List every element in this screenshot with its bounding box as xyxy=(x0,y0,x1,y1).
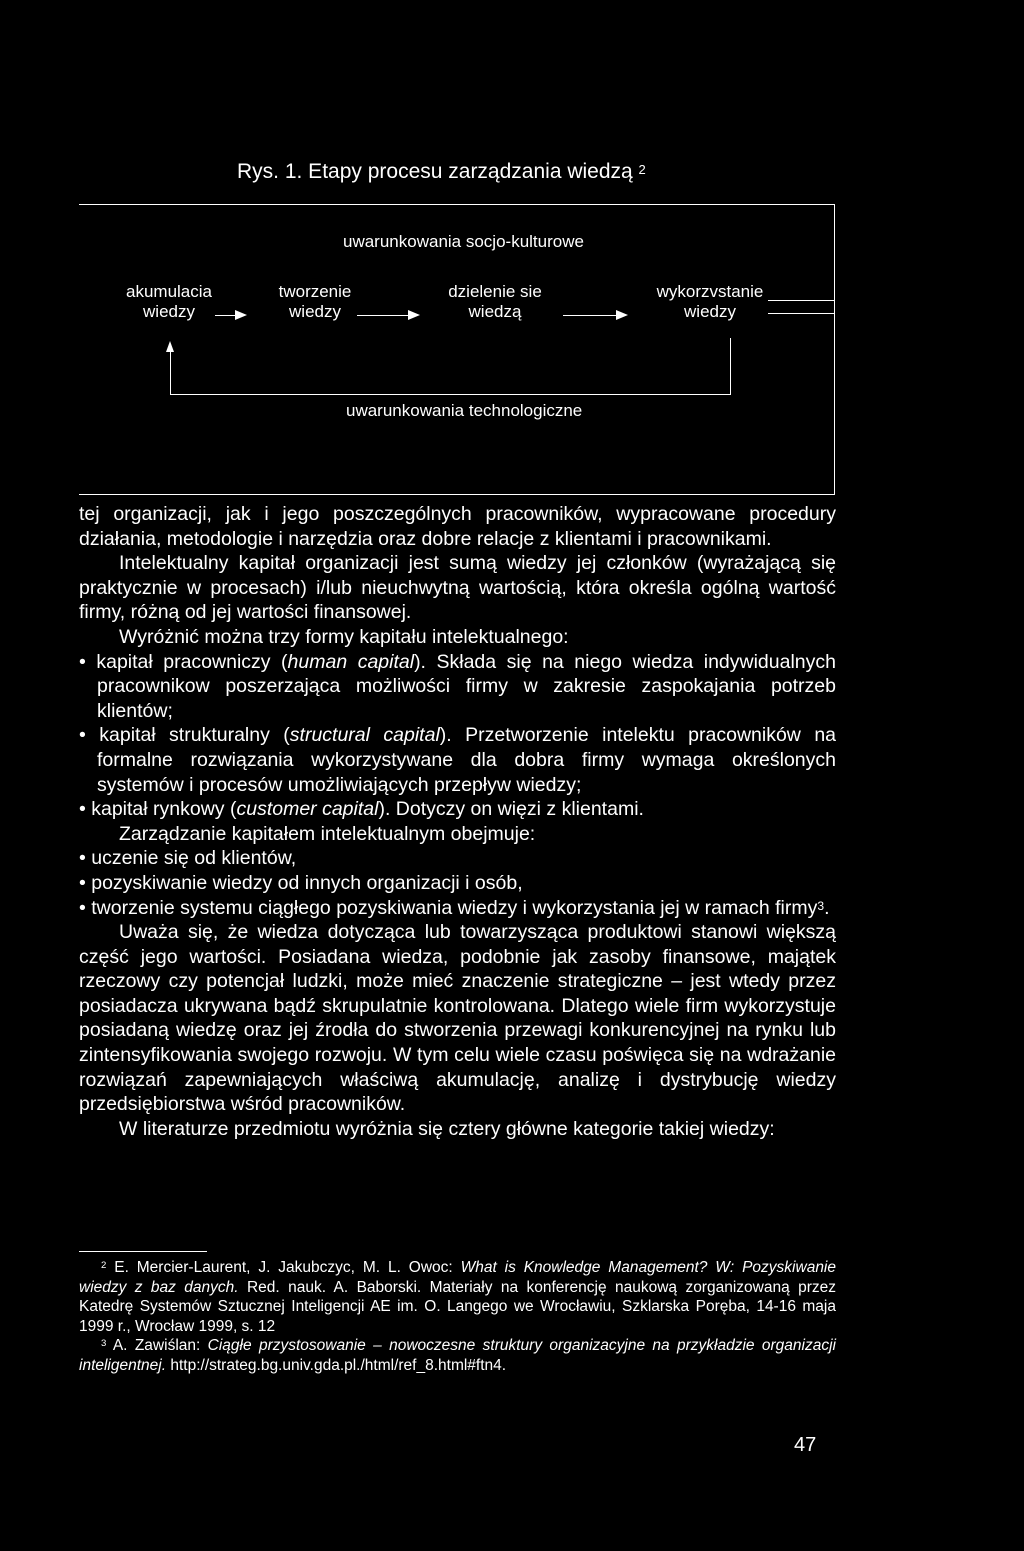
feedback-arrow-up-icon xyxy=(166,341,174,352)
arrow-2-head-icon xyxy=(408,310,420,320)
connector-lower xyxy=(768,313,834,314)
stage-utilization: wykorzvstanie wiedzy xyxy=(656,282,764,321)
diagram-frame-bottom xyxy=(79,494,835,495)
feedback-bottom-line xyxy=(170,394,731,395)
list-item: • kapitał pracowniczy (human capital). Składa się na niego wiedza indywidualnych pracownikow poszerzająca możliwości firmy w zakresie zaspokajania potrzeb klientów; xyxy=(79,650,836,722)
footnote-3: $^3$ A. Zawiślan: Ciągłe przystosowanie – nowoczesne struktury organizacyjne na przykładzie organizacji inteligentnej. http://strateg.bg.univ.gda.pl./html/ref_8.html#ftn4. xyxy=(79,1337,836,1374)
feedback-left-line xyxy=(170,350,171,395)
paragraph: Zarządzanie kapitałem intelektualnym obejmuje: xyxy=(119,822,536,845)
paragraph: Wyróżnić można trzy formy kapitału intelektualnego: xyxy=(119,625,569,648)
page-number: 47 xyxy=(794,1434,817,1456)
feedback-right-line xyxy=(730,338,731,395)
footnote-separator xyxy=(79,1251,207,1252)
arrow-2-line xyxy=(357,315,410,316)
stage-sharing: dzielenie sie wiedzą xyxy=(448,282,542,321)
paragraph: Intelektualny kapitał organizacji jest sumą wiedzy jej członków (wyrażającą się praktycznie w procesach) i/lub nieuchwytną wartością, która określa ogólną wartość firmy, różną od jej wartości finansowej. xyxy=(79,552,836,624)
figure-caption: Rys. 1. Etapy procesu zarządzania wiedzą $^2$ xyxy=(237,160,646,183)
footnote-2: $^2$ E. Mercier-Laurent, J. Jakubczyc, M. L. Owoc: What is Knowledge Management? W: Pozyskiwanie wiedzy z baz danych. Red. nauk. A. Baborski. Materiały na konferencję naukową zorganizowaną przez Katedrę Systemów Sztucznej Inteligencji AE im. O. Langego we Wrocławiu, Szklarska Poręba, 14-16 maja 1999 r., Wrocław 1999, s. 12 xyxy=(79,1259,836,1335)
diagram-frame-right xyxy=(834,204,835,495)
footnote-ref-2: 2 xyxy=(638,162,646,177)
stage-creation: tworzenie wiedzy xyxy=(278,282,352,321)
arrow-1-head-icon xyxy=(235,310,247,320)
list-item: • pozyskiwanie wiedzy od innych organizacji i osób, xyxy=(79,871,523,894)
diagram-frame-top xyxy=(79,204,835,205)
label-socio-cultural: uwarunkowania socjo-kulturowe xyxy=(343,232,584,251)
paragraph: Uważa się, że wiedza dotycząca lub towarzysząca produktowi stanowi większą część jego wartości. Posiadana wiedza, podobnie jak zasoby finansowe, majątek rzeczowy czy potencjał ludzki, może mieć znaczenie strategiczne – jest wtedy przez posiadacza ukrywana bądź skrupulatnie kontrolowana. Dlatego wiele firm wykorzystuje posiadaną wiedzę oraz jej źrodła do stworzenia przewagi konkurencyjnej na rynku lub zintensyfikowania swojego rozwoju. W tym celu wiele czasu poświęca się na wdrażanie rozwiązań zapewniających właściwą akumulację, analizę i dystrybucję wiedzy przedsiębiorstwa wśród pracowników. xyxy=(79,921,836,1116)
label-technological: uwarunkowania technologiczne xyxy=(346,401,583,420)
list-item: • uczenie się od klientów, xyxy=(79,847,297,870)
arrow-1-line xyxy=(215,315,237,316)
paragraph: W literaturze przedmiotu wyróżnia się cztery główne kategorie takiej wiedzy: xyxy=(119,1117,775,1140)
arrow-3-head-icon xyxy=(616,310,628,320)
paragraph: tej organizacji, jak i jego poszczególnych pracowników, wypracowane procedury działania, metodologie i narzędzia oraz dobre relacje z klientami i pracownikami. xyxy=(79,503,836,550)
list-item: • tworzenie systemu ciągłego pozyskiwania wiedzy i wykorzystania jej w ramach firmy$^3$. xyxy=(79,896,830,919)
body-text xyxy=(79,502,836,1141)
list-item: • kapitał rynkowy (customer capital). Dotyczy on więzi z klientami. xyxy=(79,798,644,821)
list-item: • kapitał strukturalny (structural capital). Przetworzenie intelektu pracowników na formalne rozwiązania wykorzystywane dla dobra firmy wymaga określonych systemów i procesów umożliwiających przepływ wiedzy; xyxy=(79,724,837,796)
footnote-ref-3: 3 xyxy=(817,898,825,913)
arrow-3-line xyxy=(563,315,618,316)
footnotes xyxy=(79,1258,836,1375)
stage-accumulation: akumulacia wiedzy xyxy=(126,282,212,321)
connector-upper xyxy=(768,300,834,301)
